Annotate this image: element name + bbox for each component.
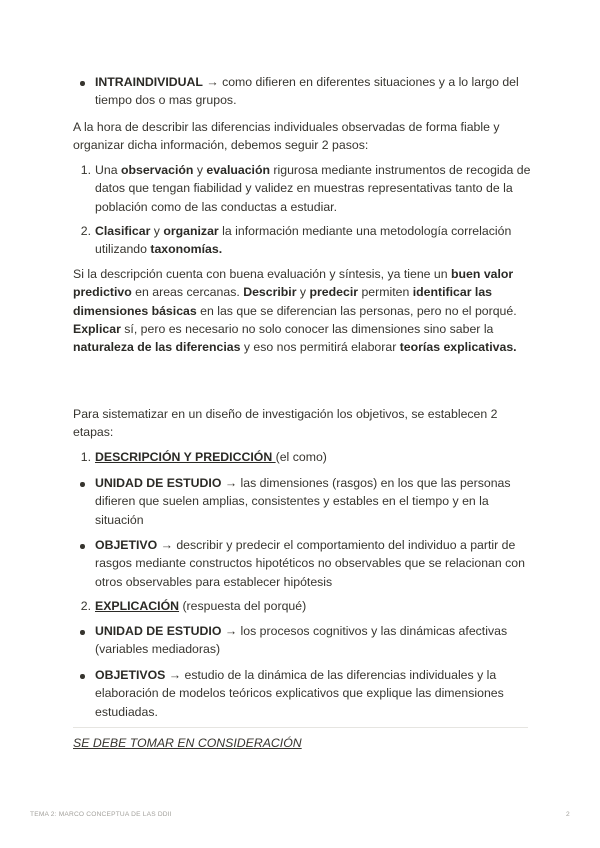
divider: [73, 727, 528, 728]
list-number: 2.: [80, 599, 91, 613]
section-heading: SE DEBE TOMAR EN CONSIDERACIÓN: [73, 736, 302, 750]
bullet-dot: [80, 674, 85, 679]
list-item-explicacion: EXPLICACIÓN (respuesta del porqué): [95, 599, 307, 613]
bullet-objetivos: OBJETIVOS → estudio de la dinámica de las diferencias individuales y la elaboración de modelos teóricos explicativos que explique las dimensiones estudiadas.: [95, 668, 504, 719]
bullet-dot: [80, 544, 85, 549]
list-number: 1.: [80, 450, 91, 464]
bullet-unidad-estudio: UNIDAD DE ESTUDIO → las dimensiones (rasgos) en los que las personas difieren que suelen amplias, consistentes y estables en el tiempo y en la situación: [95, 476, 511, 527]
page-number: 2: [566, 811, 570, 818]
bullet-text: → como difieren en diferentes situaciones y a lo largo del tiempo dos o mas grupos.: [95, 75, 519, 108]
paragraph-descripcion: Si la descripción cuenta con buena evaluación y síntesis, ya tiene un buen valor predictivo en areas cercanas. Describir y predecir permiten identificar las dimensiones básicas en las que se diferencian las personas, pero no el porqué. Explicar sí, pero es necesario no solo conocer las dimensiones sino saber la naturaleza de las diferencias y eso nos permitirá elaborar teorías explicativas.: [73, 267, 517, 355]
bullet-objetivo: OBJETIVO → describir y predecir el comportamiento del individuo a partir de rasgos mediante constructos hipotéticos no observables que se relacionan con otros observables para establecer hipótesis: [95, 538, 525, 589]
list-item-clasificar: Clasificar y organizar la información mediante una metodología correlación utilizando taxonomías.: [95, 224, 512, 257]
bullet-unidad-estudio-2: UNIDAD DE ESTUDIO → los procesos cognitivos y las dinámicas afectivas (variables mediadoras): [95, 624, 508, 657]
bullet-term: INTRAINDIVIDUAL: [95, 75, 203, 89]
list-number: 1.: [80, 163, 91, 177]
bullet-dot: [80, 81, 85, 86]
list-item-observacion: Una observación y evaluación rigurosa mediante instrumentos de recogida de datos que tengan fiabilidad y validez en muestras representativas tanto de la población como de las conductas a estudiar.: [95, 163, 531, 214]
paragraph-etapas: Para sistematizar en un diseño de investigación los objetivos, se establecen 2 etapas:: [73, 407, 498, 440]
bullet-dot: [80, 630, 85, 635]
bullet-dot: [80, 482, 85, 487]
paragraph-intro: A la hora de describir las diferencias individuales observadas de forma fiable y organizar dicha información, debemos seguir 2 pasos:: [73, 120, 500, 153]
footer-title: TEMA 2: MARCO CONCEPTUA DE LAS DDII: [30, 811, 172, 818]
list-number: 2.: [80, 224, 91, 238]
list-item-descripcion: DESCRIPCIÓN Y PREDICCIÓN (el como): [95, 450, 327, 464]
bullet-intraindividual: [95, 73, 533, 110]
